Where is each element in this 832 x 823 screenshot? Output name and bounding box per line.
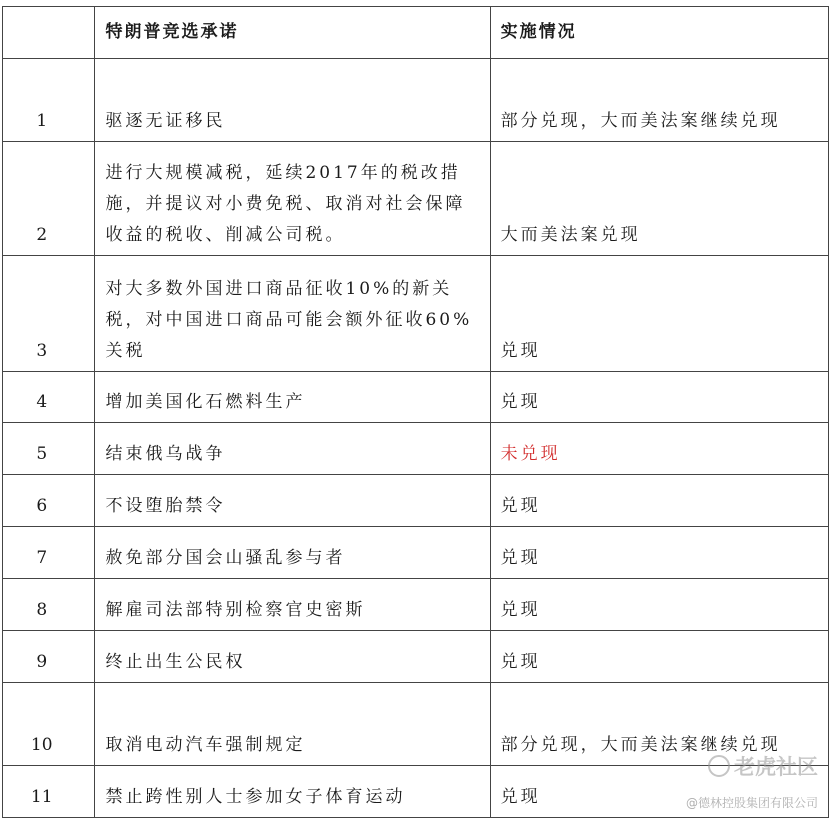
header-row [3, 7, 829, 59]
table-row [3, 475, 829, 527]
row-status: 兑现 [490, 372, 828, 423]
header-num [3, 7, 95, 59]
table-row [3, 372, 829, 423]
table-row [3, 59, 829, 142]
row-promise: 不设堕胎禁令 [95, 475, 490, 527]
row-number: 4 [3, 372, 95, 423]
row-promise: 解雇司法部特别检察官史密斯 [95, 579, 490, 631]
row-number: 11 [3, 766, 95, 818]
row-status: 大而美法案兑现 [490, 142, 828, 256]
row-number: 8 [3, 579, 95, 631]
row-status: 兑现 [490, 475, 828, 527]
watermark-sub: @德林控股集团有限公司 [685, 796, 818, 810]
row-promise: 驱逐无证移民 [95, 59, 490, 142]
header-status: 实施情况 [490, 7, 828, 59]
row-promise: 增加美国化石燃料生产 [95, 372, 490, 423]
row-promise: 结束俄乌战争 [95, 423, 490, 475]
table-row [3, 256, 829, 372]
row-status: 兑现 [490, 766, 828, 818]
row-status: 兑现 [490, 527, 828, 579]
table-row [3, 631, 829, 683]
row-status: 部分兑现，大而美法案继续兑现 [490, 59, 828, 142]
row-status-unfulfilled: 未兑现 [490, 423, 828, 475]
row-promise: 进行大规模减税，延续2017年的税改措施，并提议对小费免税、取消对社会保障收益的税收、削减公司税。 [95, 142, 490, 256]
row-number: 3 [3, 256, 95, 372]
row-promise: 赦免部分国会山骚乱参与者 [95, 527, 490, 579]
row-status: 兑现 [490, 256, 828, 372]
table-row [3, 579, 829, 631]
row-number: 7 [3, 527, 95, 579]
row-status: 部分兑现，大而美法案继续兑现 [490, 683, 828, 766]
table-row [3, 142, 829, 256]
table-row [3, 423, 829, 475]
tiger-logo-icon [708, 755, 730, 777]
row-status: 兑现 [490, 631, 828, 683]
row-promise: 禁止跨性别人士参加女子体育运动 [95, 766, 490, 818]
header-promise: 特朗普竞选承诺 [95, 7, 490, 59]
table-row [3, 683, 829, 766]
row-number: 6 [3, 475, 95, 527]
row-promise: 终止出生公民权 [95, 631, 490, 683]
promise-table [2, 6, 829, 818]
row-number: 5 [3, 423, 95, 475]
row-promise: 对大多数外国进口商品征收10%的新关税，对中国进口商品可能会额外征收60%关税 [95, 256, 490, 372]
watermark [708, 751, 818, 781]
row-status: 兑现 [490, 579, 828, 631]
table-row [3, 527, 829, 579]
row-number: 2 [3, 142, 95, 256]
row-number: 9 [3, 631, 95, 683]
row-promise: 取消电动汽车强制规定 [95, 683, 490, 766]
watermark-brand: 老虎社区 [734, 755, 818, 779]
row-number: 1 [3, 59, 95, 142]
row-number: 10 [3, 683, 95, 766]
